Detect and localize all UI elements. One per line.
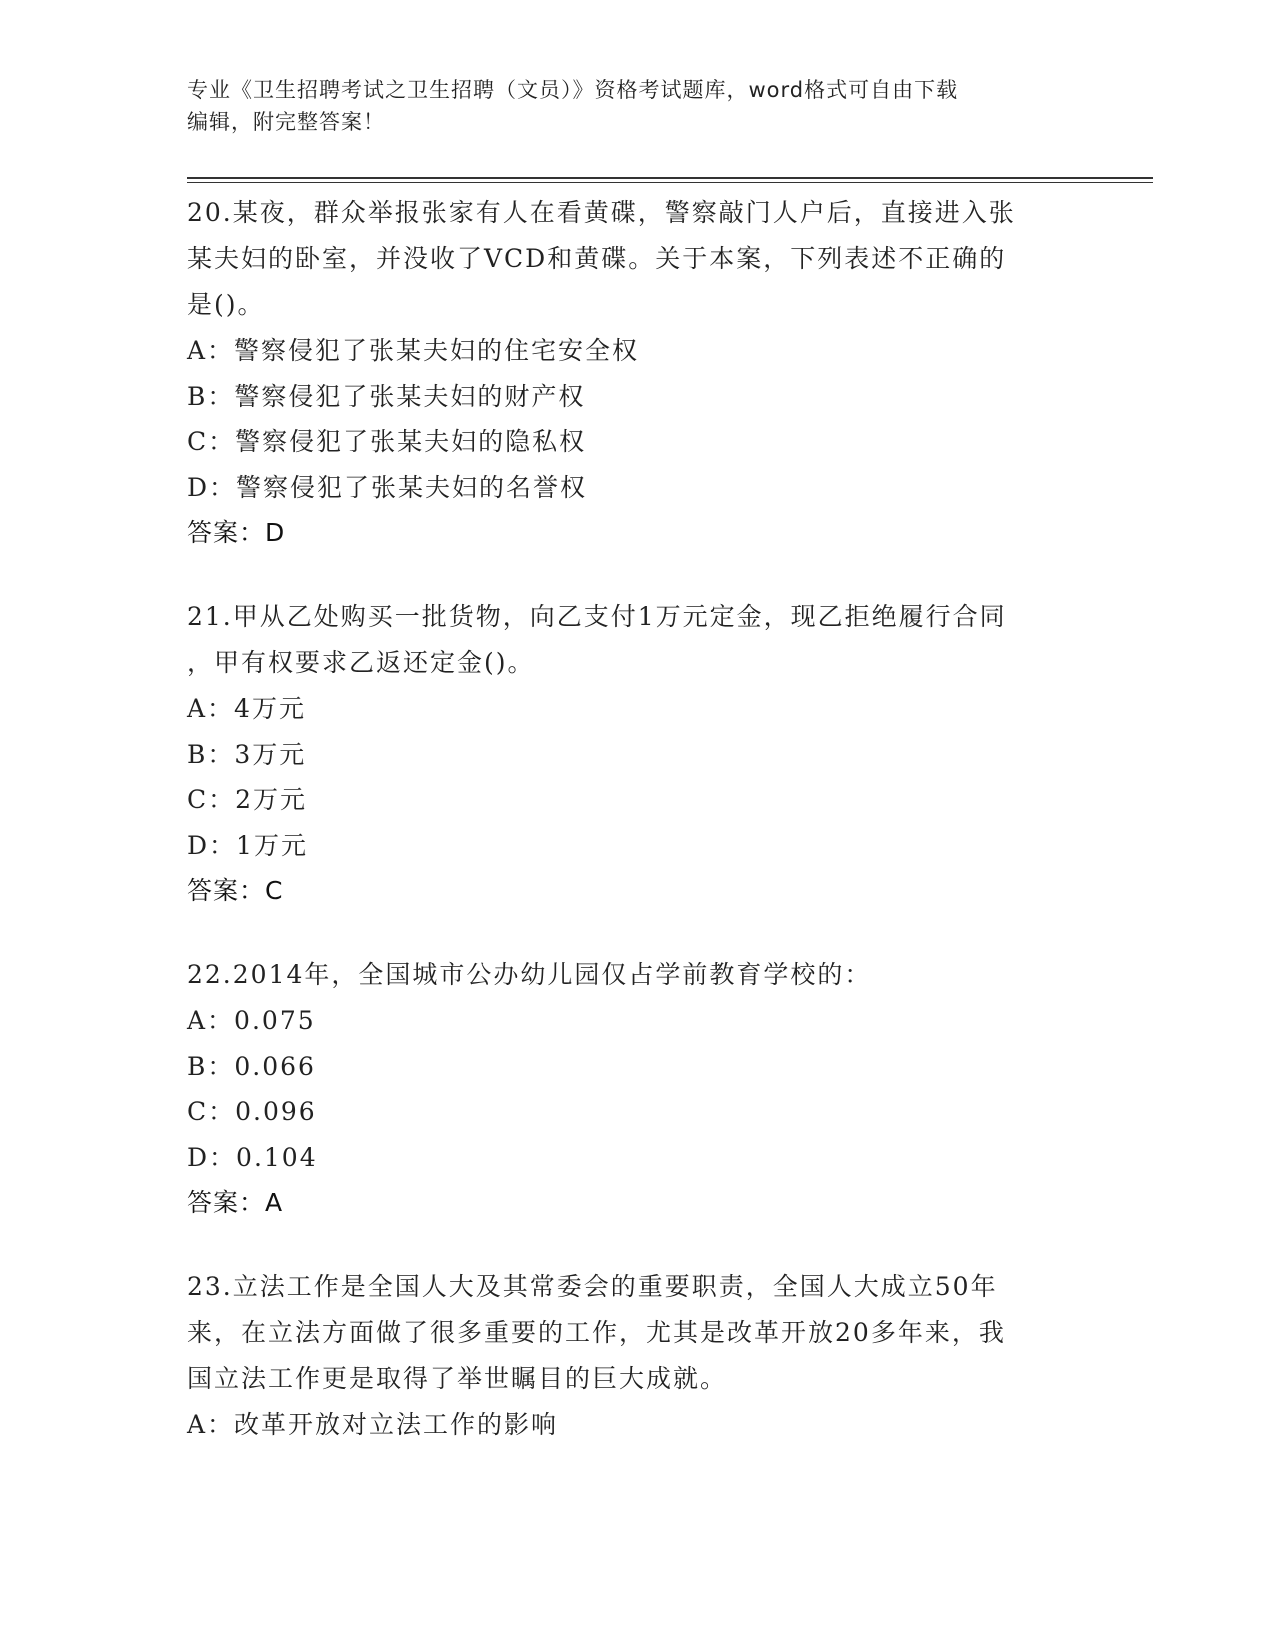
option-c: C：2万元: [187, 785, 308, 814]
question-text: 20.某夜，群众举报张家有人在看黄碟，警察敲门人户后，直接进入张 某夫妇的卧室，并没收了VCD和黄碟。关于本案，下列表述不正确的 是()。: [187, 198, 1016, 319]
answer-label: 答案：C: [187, 876, 284, 905]
header-line-2: 编辑，附完整答案！: [187, 110, 385, 134]
option-a: A：改革开放对立法工作的影响: [187, 1410, 559, 1439]
option-c: C：0.096: [187, 1097, 317, 1126]
option-a: A：4万元: [187, 694, 306, 723]
question-text: 21.甲从乙处购买一批货物，向乙支付1万元定金，现乙拒绝履行合同 ，甲有权要求乙返还定金()。: [187, 602, 1007, 677]
option-d: D：0.104: [187, 1142, 318, 1172]
option-a: A：警察侵犯了张某夫妇的住宅安全权: [187, 336, 640, 365]
option-b: B：警察侵犯了张某夫妇的财产权: [187, 381, 586, 411]
document-header: [187, 74, 1087, 138]
question-list: [187, 190, 1087, 1486]
option-d: D：警察侵犯了张某夫妇的名誉权: [187, 472, 588, 502]
option-d: D：1万元: [187, 830, 308, 860]
question-22: [187, 952, 1087, 1226]
option-c: C：警察侵犯了张某夫妇的隐私权: [187, 427, 587, 456]
header-divider-thin: [187, 182, 1153, 183]
option-b: B：3万元: [187, 739, 307, 769]
header-divider-thick: [187, 177, 1153, 179]
question-23: [187, 1264, 1087, 1448]
option-a: A：0.075: [187, 1006, 316, 1035]
question-text: 23.立法工作是全国人大及其常委会的重要职责，全国人大成立50年 来，在立法方面做了很多重要的工作，尤其是改革开放20多年来，我 国立法工作更是取得了举世瞩目的巨大成就。: [187, 1272, 1006, 1393]
option-b: B：0.066: [187, 1051, 316, 1081]
question-20: [187, 190, 1087, 556]
question-21: [187, 594, 1087, 914]
answer-label: 答案：D: [187, 518, 286, 547]
answer-label: 答案：A: [187, 1188, 284, 1217]
header-line-1: 专业《卫生招聘考试之卫生招聘（文员）》资格考试题库，word格式可自由下载: [187, 78, 959, 102]
question-text: 22.2014年，全国城市公办幼儿园仅占学前教育学校的：: [187, 960, 872, 989]
